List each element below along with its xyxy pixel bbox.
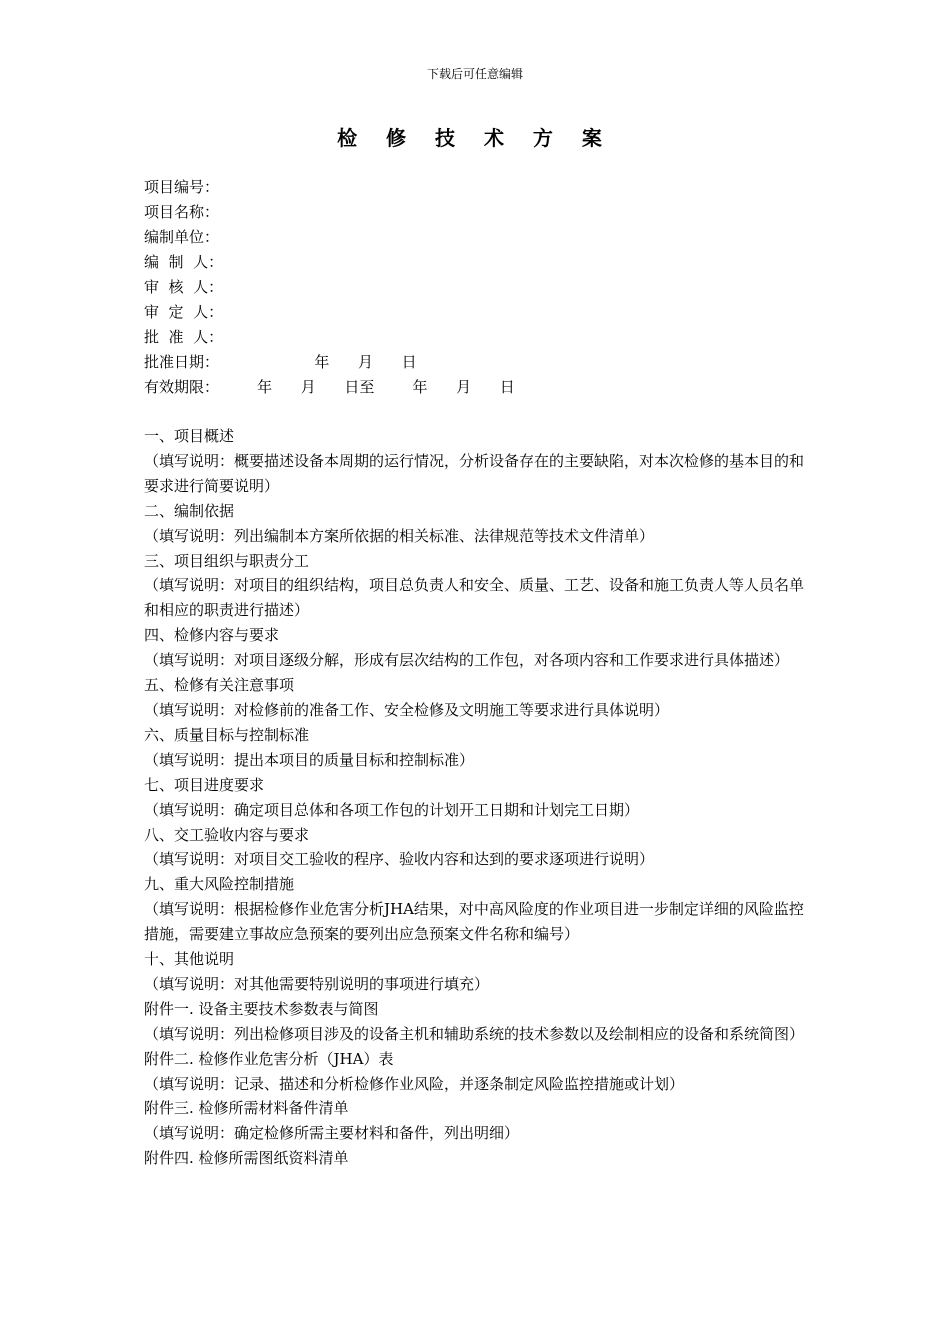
section-note: （填写说明：确定项目总体和各项工作包的计划开工日期和计划完工日期） [144, 800, 640, 819]
appendix-heading: 附件一. 设备主要技术参数表与简图 [144, 999, 379, 1018]
project-info-block [144, 175, 824, 400]
validity-period-field: 有效期限： 年 月 日至 年 月 日 [144, 378, 515, 396]
appendix-heading: 附件三. 检修所需材料备件清单 [144, 1099, 349, 1118]
section-note: （填写说明：对项目的组织结构，项目总负责人和安全、质量、工艺、设备和施工负责人等人员名单和相应的职责进行描述） [144, 576, 805, 620]
section-note: （填写说明：列出编制本方案所依据的相关标准、法律规范等技术文件清单） [144, 526, 655, 545]
appendix-note: （填写说明：列出检修项目涉及的设备主机和辅助系统的技术参数以及绘制相应的设备和系统简图） [144, 1024, 805, 1043]
compiling-unit-field: 编制单位： [144, 228, 220, 246]
page-header-note: 下载后可任意编辑 [426, 67, 523, 81]
section-heading: 五、检修有关注意事项 [144, 676, 295, 695]
appendix-note: （填写说明：记录、描述和分析检修作业风险，并逐条制定风险监控措施或计划） [144, 1074, 685, 1093]
section-heading: 三、项目组织与职责分工 [144, 551, 310, 570]
approver-final-field: 审 定 人： [144, 303, 224, 321]
section-heading: 十、其他说明 [144, 950, 235, 969]
reviewer-field: 审 核 人： [144, 278, 224, 296]
section-note: （填写说明：提出本项目的质量目标和控制标准） [144, 750, 475, 769]
section-note: （填写说明：对检修前的准备工作、安全检修及文明施工等要求进行具体说明） [144, 700, 670, 719]
appendix-heading: 附件二. 检修作业危害分析（JHA）表 [144, 1049, 394, 1068]
section-heading: 二、编制依据 [144, 501, 235, 520]
section-note: （填写说明：对其他需要特别说明的事项进行填充） [144, 974, 490, 993]
compiler-field: 编 制 人： [144, 253, 224, 271]
section-note: （填写说明：对项目交工验收的程序、验收内容和达到的要求逐项进行说明） [144, 850, 655, 869]
section-note: （填写说明：根据检修作业危害分析JHA结果，对中高风险度的作业项目进一步制定详细的风险监控措施，需要建立事故应急预案的要列出应急预案文件名称和编号） [144, 900, 804, 944]
project-name-field: 项目名称： [144, 203, 220, 221]
approval-date-field: 批准日期： 年 月 日 [144, 353, 417, 371]
appendix-note: （填写说明：确定检修所需主要材料和备件，列出明细） [144, 1124, 520, 1143]
section-heading: 七、项目进度要求 [144, 775, 265, 794]
section-heading: 一、项目概述 [144, 427, 235, 445]
document-body [144, 424, 814, 1171]
section-note: （填写说明：对项目逐级分解，形成有层次结构的工作包，对各项内容和工作要求进行具体描述） [144, 651, 790, 670]
section-heading: 八、交工验收内容与要求 [144, 825, 310, 844]
section-heading: 六、质量目标与控制标准 [144, 725, 310, 744]
section-note: （填写说明：概要描述设备本周期的运行情况，分析设备存在的主要缺陷，对本次检修的基本目的和要求进行简要说明） [144, 451, 805, 495]
section-heading: 四、检修内容与要求 [144, 626, 280, 645]
section-heading: 九、重大风险控制措施 [144, 875, 295, 894]
authorizer-field: 批 准 人： [144, 328, 224, 346]
appendix-heading: 附件四. 检修所需图纸资料清单 [144, 1149, 349, 1168]
project-number-field: 项目编号： [144, 178, 220, 196]
document-title: 检 修 技 术 方 案 [337, 126, 613, 150]
